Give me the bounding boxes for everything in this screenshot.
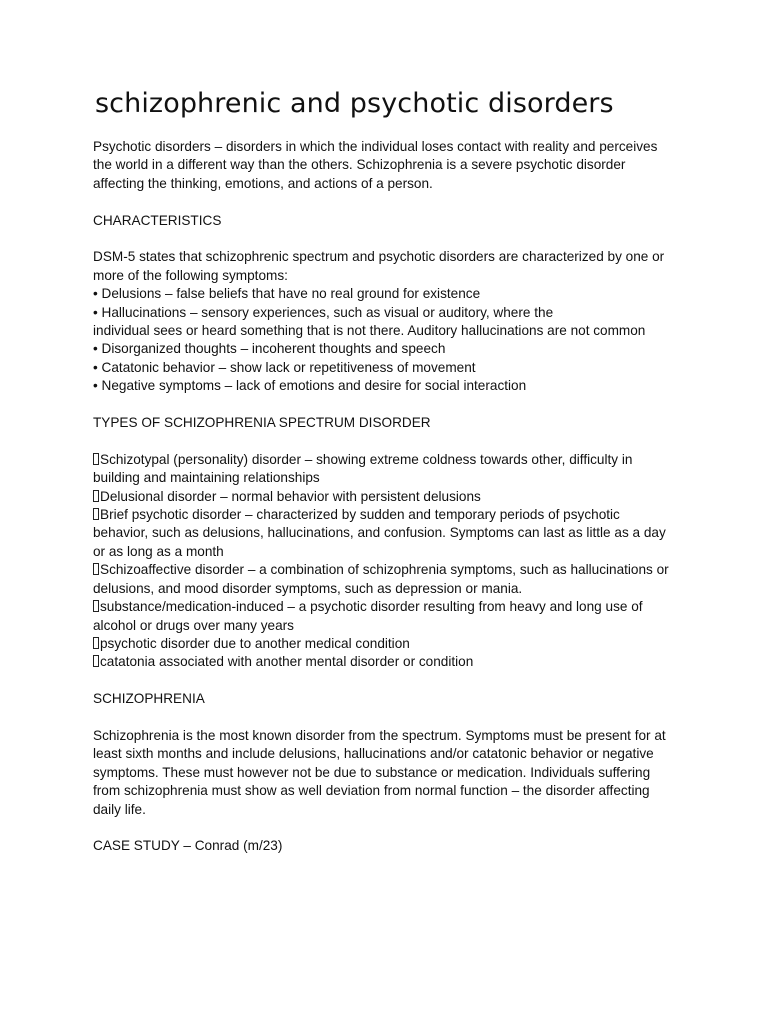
missing-glyph-icon — [93, 563, 99, 575]
characteristics-intro: DSM-5 states that schizophrenic spectrum and psychotic disorders are characterized by one or more of the following symptoms: — [93, 249, 665, 283]
schizophrenia-paragraph: Schizophrenia is the most known disorder from the spectrum. Symptoms must be present for at least sixth months and include delusions, hallucinations and/or catatonic behavior or negative symptoms. These must however not be due to substance or medication. Individuals suffering from schizophrenia must show as well deviation from normal function – the disorder affecting daily life. — [93, 727, 666, 817]
missing-glyph-icon — [93, 655, 99, 667]
characteristics-bullet: • Catatonic behavior – show lack or repetitiveness of movement — [93, 359, 476, 375]
types-item — [93, 653, 678, 671]
types-item-text: catatonia associated with another mental disorder or condition — [100, 654, 474, 670]
characteristics-bullet: • Disorganized thoughts – incoherent thoughts and speech — [93, 341, 446, 357]
characteristics-bullet: • Delusions – false beliefs that have no real ground for existence — [93, 286, 481, 302]
types-item-text: substance/medication-induced – a psychotic disorder resulting from heavy and long use of alcohol or drugs over many years — [93, 599, 643, 633]
types-item — [93, 506, 678, 561]
types-item — [93, 561, 678, 598]
characteristics-bullet: • Hallucinations – sensory experiences, such as visual or auditory, where the — [93, 304, 554, 320]
types-item — [93, 451, 678, 488]
types-item-text: Schizotypal (personality) disorder – showing extreme coldness towards other, difficulty in building and maintaining relationships — [93, 451, 633, 486]
document-body — [93, 138, 678, 856]
types-item-text: Schizoaffective disorder – a combination of schizophrenia symptoms, such as hallucinations or delusions, and mood disorder symptoms, such as depression or mania. — [93, 562, 669, 596]
missing-glyph-icon — [93, 600, 99, 612]
types-item — [93, 598, 678, 635]
types-item-text: Delusional disorder – normal behavior with persistent delusions — [100, 488, 481, 504]
missing-glyph-icon — [93, 453, 99, 465]
types-item-text: Brief psychotic disorder – characterized by sudden and temporary periods of psychotic behavior, such as delusions, hallucinations, and confusion. Symptoms can last as little as a day or as long as a month — [93, 507, 666, 559]
document-title: schizophrenic and psychotic disorders — [95, 88, 614, 119]
missing-glyph-icon — [93, 637, 99, 649]
types-item-text: psychotic disorder due to another medical condition — [100, 635, 410, 651]
schizophrenia-heading: SCHIZOPHRENIA — [93, 691, 205, 707]
case-study-heading: CASE STUDY – Conrad (m/23) — [93, 838, 283, 854]
characteristics-bullet: • Negative symptoms – lack of emotions and desire for social interaction — [93, 378, 527, 394]
missing-glyph-icon — [93, 508, 99, 520]
types-item — [93, 635, 678, 653]
missing-glyph-icon — [93, 490, 99, 502]
types-item — [93, 488, 678, 506]
characteristics-bullet-continuation: individual sees or heard something that is not there. Auditory hallucinations are not common — [93, 323, 646, 339]
characteristics-heading: CHARACTERISTICS — [93, 212, 222, 228]
intro-paragraph: Psychotic disorders – disorders in which the individual loses contact with reality and perceives the world in a different way than the others. Schizophrenia is a severe psychotic disorder affecting the thinking, emotions, and actions of a person. — [93, 139, 658, 191]
types-heading: TYPES OF SCHIZOPHRENIA SPECTRUM DISORDER — [93, 415, 431, 431]
